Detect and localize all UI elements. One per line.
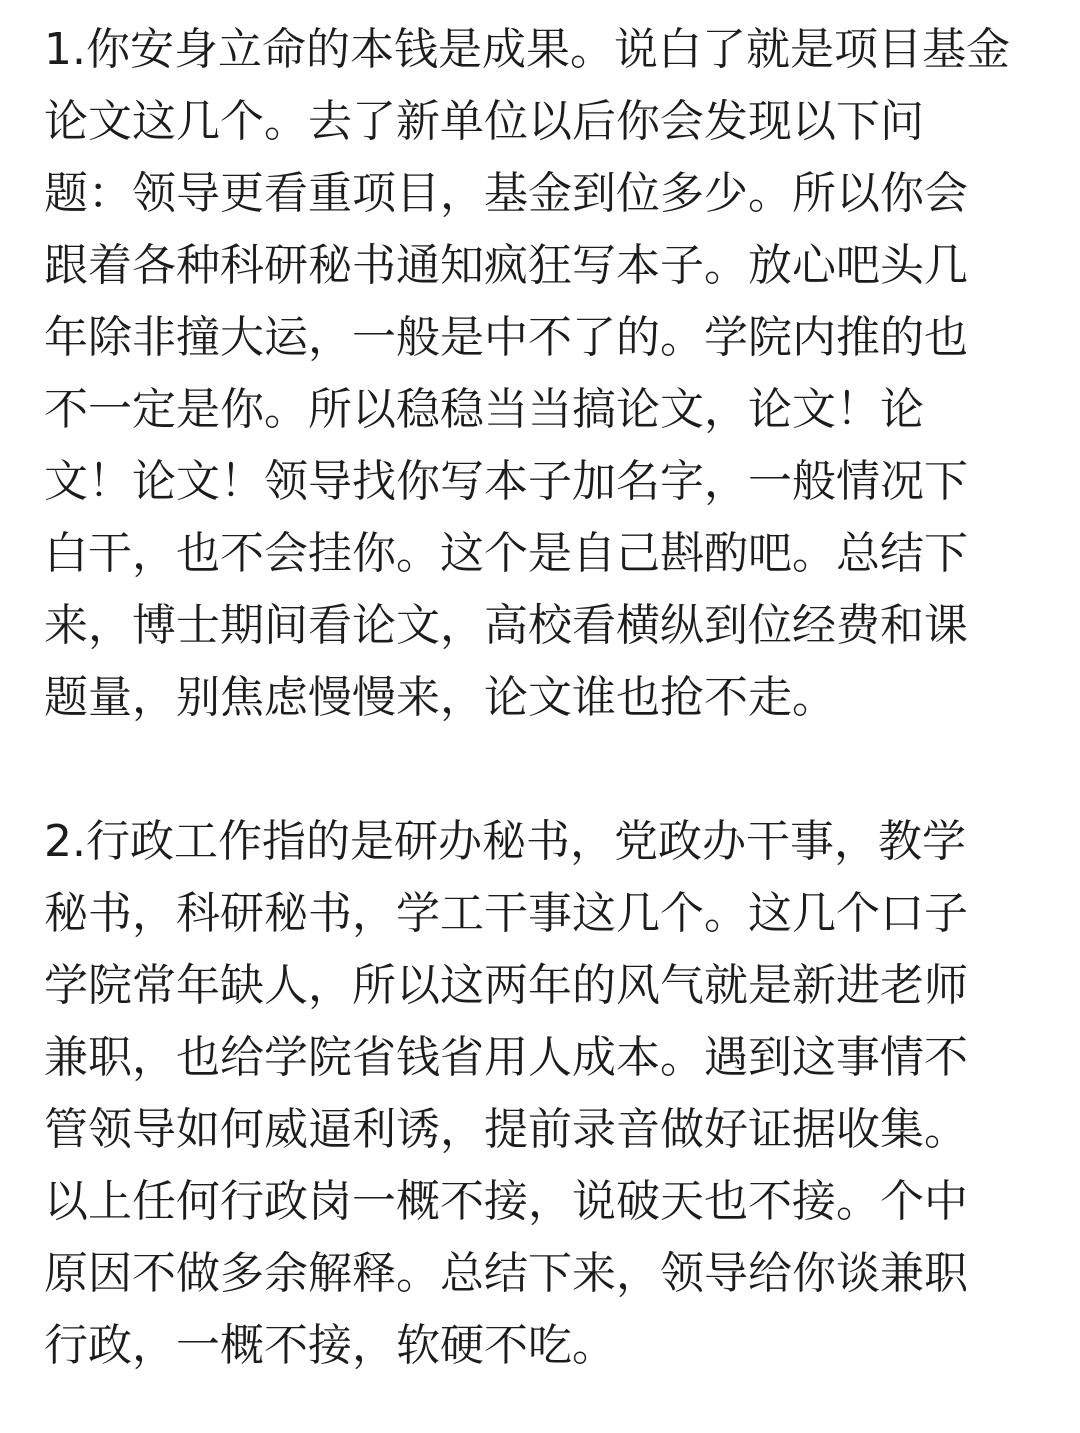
article-body bbox=[44, 14, 1044, 1382]
paragraph-1: 1.你安身立命的本钱是成果。说白了就是项目基金 论文这几个。去了新单位以后你会发现以下问 题：领导更看重项目，基金到位多少。所以你会 跟着各种科研秘书通知疯狂写本子。放心吧头几 年除非撞大运，一般是中不了的。学院内推的也 不一定是你。所以稳稳当当搞论文，论文！论 文！论文！领导找你写本子加名字，一般情况下 白干，也不会挂你。这个是自己斟酌吧。总结下 来，博士期间看论文，高校看横纵到位经费和课 题量，别焦虑慢慢来，论文谁也抢不走。 bbox=[44, 24, 1010, 723]
paragraph-2: 2.行政工作指的是研办秘书，党政办干事，教学 秘书，科研秘书，学工干事这几个。这几个口子 学院常年缺人，所以这两年的风气就是新进老师 兼职，也给学院省钱省用人成本。遇到这事情不 管领导如何威逼利诱，提前录音做好证据收集。 以上任何行政岗一概不接，说破天也不接。个中 原因不做多余解释。总结下来，领导给你谈兼职 行政，一概不接，软硬不吃。 bbox=[44, 816, 968, 1371]
